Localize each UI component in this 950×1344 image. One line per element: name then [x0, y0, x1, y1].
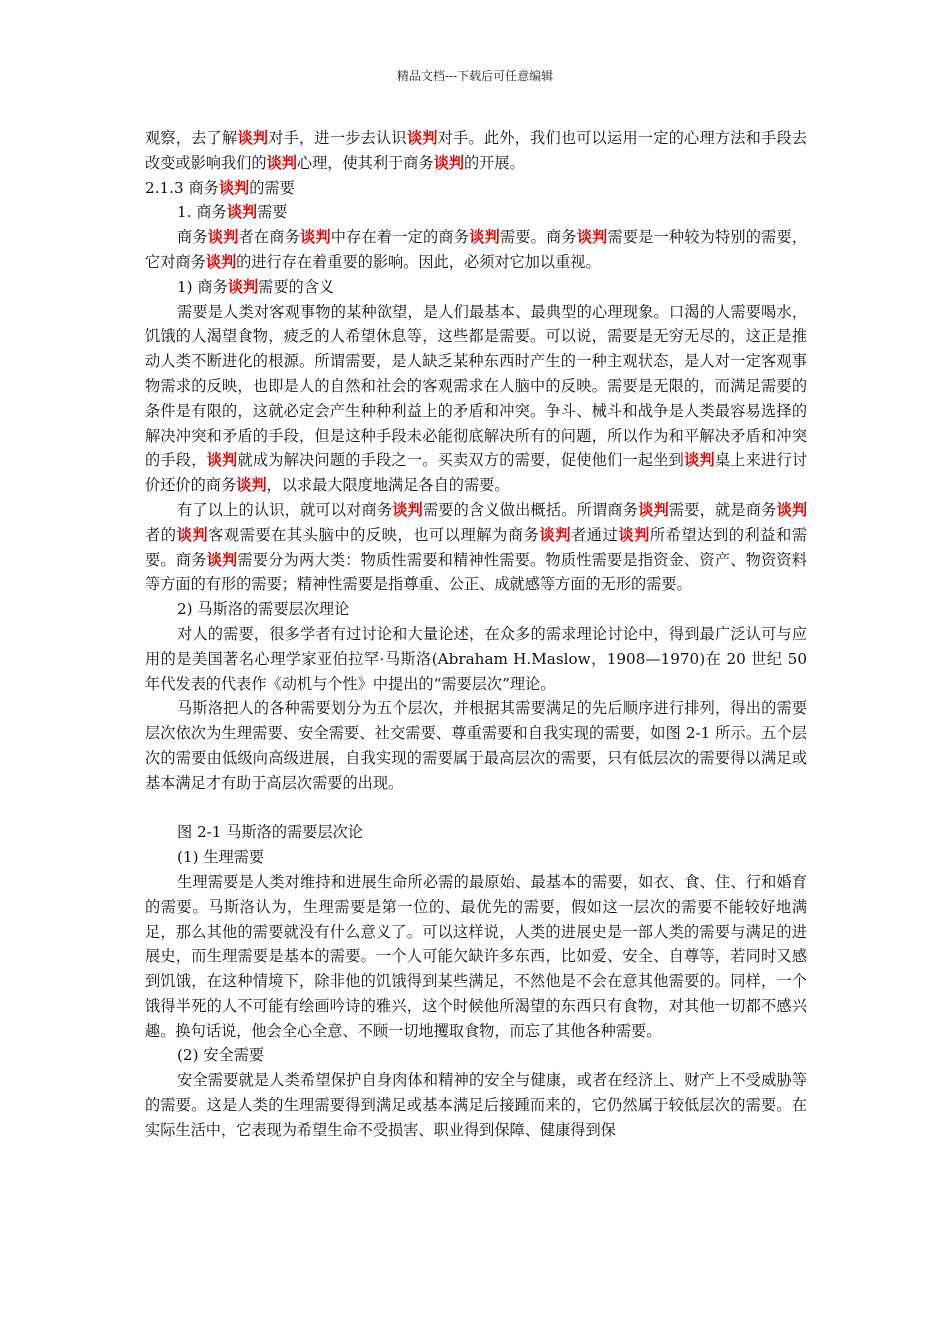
- blank-line: [145, 796, 807, 821]
- paragraph: 需要是人类对客观事物的某种欲望，是人们最基本、最典型的心理现象。口渴的人需要喝水，饥饿的人渴望食物，疲乏的人希望休息等，这些都是需要。可以说，需要是无穷无尽的，这正是推动人类不断进化的根源。所谓需要，是人缺乏某种东西时产生的一种主观状态，是人对一定客观事物需求的反映，也即是人的自然和社会的客观需求在人脑中的反映。需要是无限的，而满足需要的条件是有限的，这就必定会产生种种利益上的矛盾和冲突。争斗、械斗和战争是人类最容易选择的解决冲突和矛盾的手段，但是这种手段未必能彻底解决所有的问题，所以作为和平解决矛盾和冲突的手段，谈判就成为解决问题的手段之一。买卖双方的需要，促使他们一起坐到谈判桌上来进行讨价还价的商务谈判，以求最大限度地满足各自的需要。: [145, 302, 808, 495]
- highlighted-keyword: 谈判: [227, 277, 259, 296]
- highlighted-keyword: 谈判: [406, 129, 438, 147]
- highlighted-keyword: 谈判: [392, 500, 423, 519]
- highlighted-keyword: 谈判: [433, 153, 464, 172]
- highlighted-keyword: 谈判: [226, 203, 258, 222]
- section-heading: 2) 马斯洛的需要层次理论: [177, 600, 350, 619]
- section-heading: (2) 安全需要: [177, 1046, 265, 1065]
- highlighted-keyword: 谈判: [206, 550, 238, 569]
- section-heading: 图 2-1 马斯洛的需要层次论: [177, 823, 363, 842]
- highlighted-keyword: 谈判: [205, 252, 237, 271]
- paragraph: 马斯洛把人的各种需要划分为五个层次，并根据其需要满足的先后顺序进行排列，得出的需要层次依次为生理需要、安全需要、社交需要、尊重需要和自我实现的需要，如图 2-1 所示。五个层次的需要由低级向高级进展，自我实现的需要属于最高层次的需要，只有低层次的需要得以满足或基本满足才有助于高层次需要的出现。: [145, 699, 807, 792]
- paragraph: 生理需要是人类对维持和进展生命所必需的最原始、最基本的需要，如衣、食、住、行和婚育的需要。马斯洛认为，生理需要是第一位的、最优先的需要，假如这一层次的需要不能较好地满足，那么其他的需要就没有什么意义了。可以这样说，人类的进展史是一部人类的需要与满足的进展史，而生理需要是基本的需要。一个人可能欠缺许多东西，比如爱、安全、自尊等，若同时又感到饥饿，在这种情境下，除非他的饥饿得到某些满足，不然他是不会在意其他需要的。同样，一个饿得半死的人不可能有绘画吟诗的雅兴，这个时候他所渴望的东西只有食物，对其他一切都不感兴趣。换句话说，他会全心全意、不顾一切地攫取食物，而忘了其他各种需要。: [145, 872, 807, 1040]
- highlighted-keyword: 谈判: [776, 500, 808, 519]
- highlighted-keyword: 谈判: [576, 228, 608, 247]
- highlighted-keyword: 谈判: [539, 525, 571, 544]
- paragraph: 安全需要就是人类希望保护自身肉体和精神的安全与健康，或者在经济上、财产上不受威胁等的需要。这是人类的生理需要得到满足或基本满足后接踵而来的，它仍然属于较低层次的需要。在实际生活中，它表现为希望生命不受损害、职业得到保障、健康得到保: [145, 1071, 807, 1139]
- highlighted-keyword: 谈判: [469, 228, 500, 247]
- paragraph: 观察，去了解谈判对手，进一步去认识谈判对手。此外，我们也可以运用一定的心理方法和手段去改变或影响我们的谈判心理，使其利于商务谈判的开展。: [145, 129, 808, 172]
- paragraph: 商务谈判者在商务谈判中存在着一定的商务谈判需要。商务谈判需要是一种较为特别的需要，它对商务谈判的进行存在着重要的影响。因此，必须对它加以重视。: [145, 228, 808, 271]
- section-heading: 1) 商务谈判需要的含义: [177, 277, 335, 296]
- highlighted-keyword: 谈判: [266, 153, 297, 172]
- highlighted-keyword: 谈判: [236, 476, 267, 495]
- highlighted-keyword: 谈判: [206, 451, 238, 470]
- section-heading: 2.1.3 商务谈判的需要: [145, 178, 295, 197]
- paragraph: 有了以上的认识，就可以对商务谈判需要的含义做出概括。所谓商务谈判需要，就是商务谈判者的谈判客观需要在其头脑中的反映，也可以理解为商务谈判者通过谈判所希望达到的利益和需要。商务谈判需要分为两大类：物质性需要和精神性需要。物质性需要是指资金、资产、物资资料等方面的有形的需要；精神性需要是指尊重、公正、成就感等方面的无形的需要。: [145, 500, 808, 594]
- section-heading: (1) 生理需要: [177, 848, 265, 867]
- highlighted-keyword: 谈判: [207, 228, 239, 247]
- highlighted-keyword: 谈判: [299, 228, 331, 247]
- highlighted-keyword: 谈判: [176, 525, 209, 544]
- section-heading: 1. 商务谈判需要: [177, 203, 288, 222]
- highlighted-keyword: 谈判: [618, 525, 650, 544]
- highlighted-keyword: 谈判: [638, 500, 669, 519]
- document-body: [145, 126, 807, 1143]
- highlighted-keyword: 谈判: [237, 129, 269, 147]
- highlighted-keyword: 谈判: [218, 178, 250, 197]
- highlighted-keyword: 谈判: [684, 451, 715, 470]
- page-header: 精品文档---下载后可任意编辑: [396, 69, 554, 83]
- paragraph: 对人的需要，很多学者有过讨论和大量论述，在众多的需求理论讨论中，得到最广泛认可与应用的是美国著名心理学家亚伯拉罕·马斯洛(Abraham H.Maslow，1908—1970)在 20 世纪 50 年代发表的代表作《动机与个性》中提出的“需要层次”理论。: [145, 624, 807, 693]
